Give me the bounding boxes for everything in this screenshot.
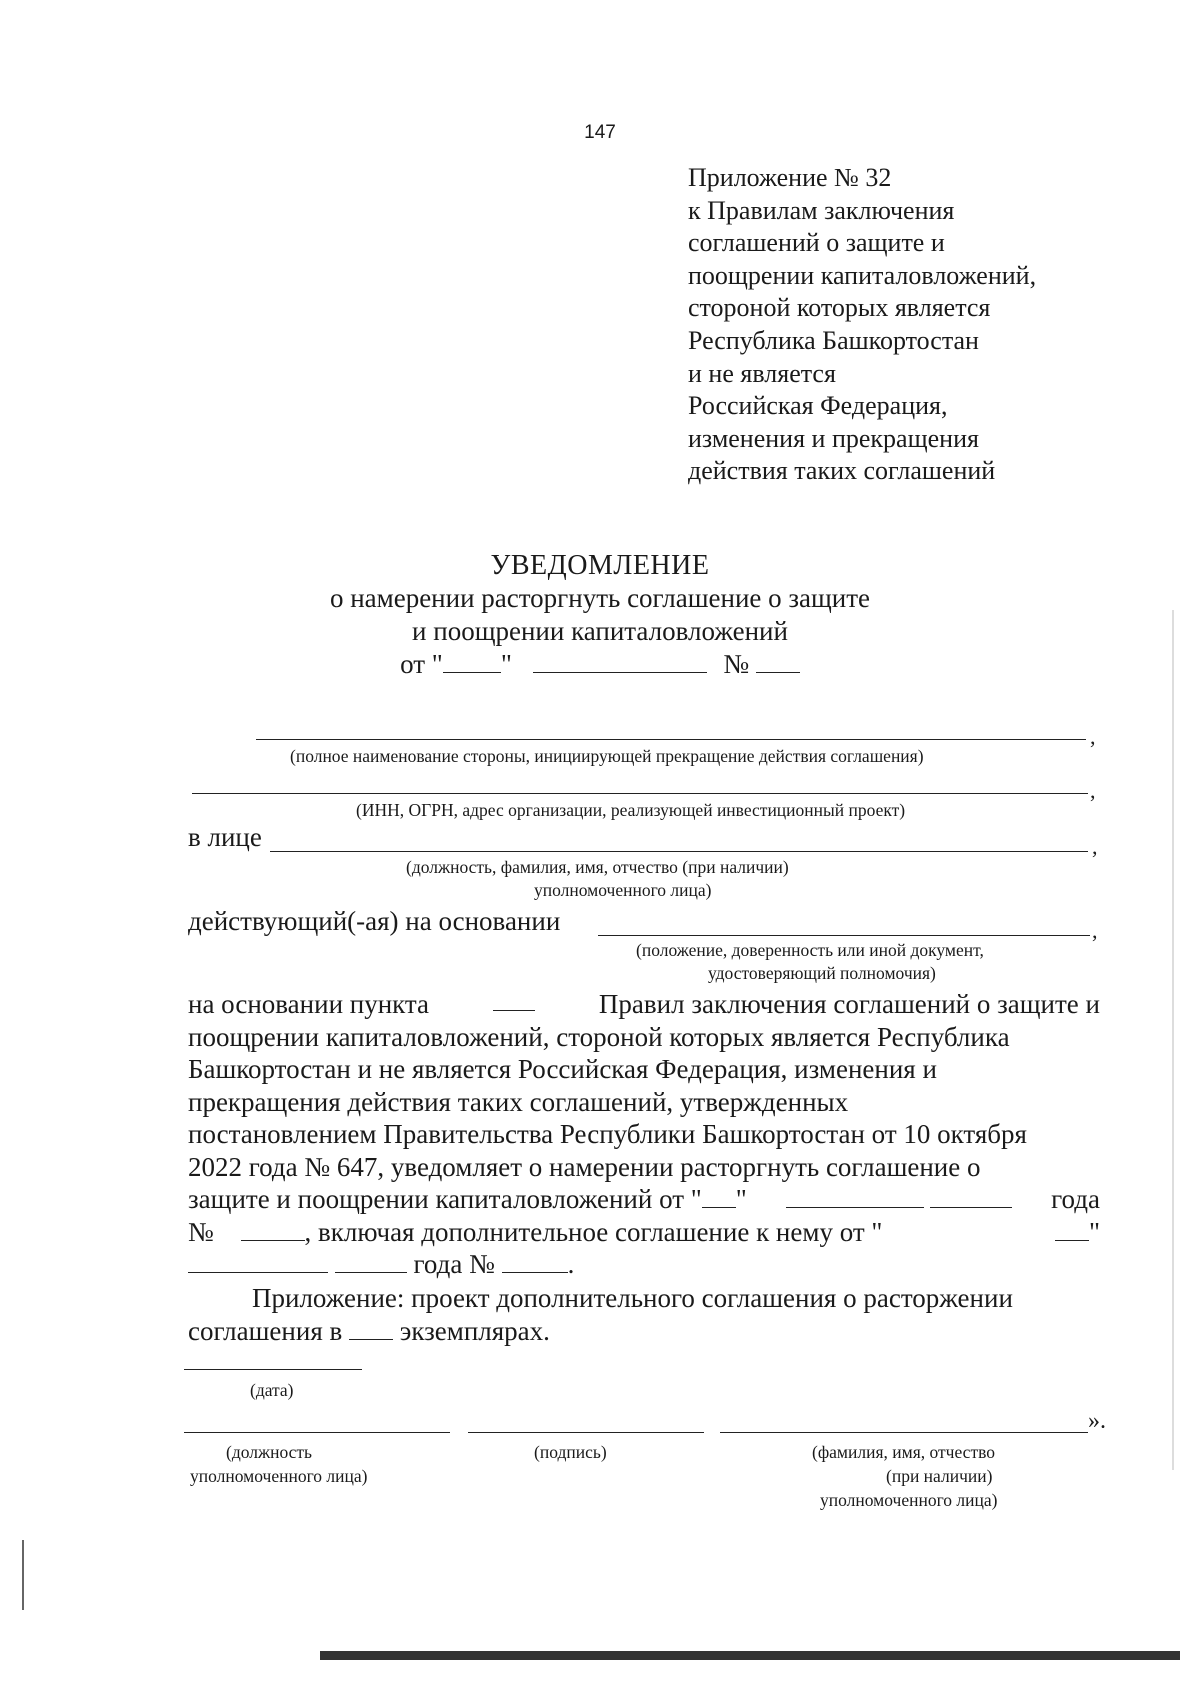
acting-caption: удостоверяющий полномочия)	[708, 963, 936, 983]
position-caption: уполномоченного лица)	[190, 1466, 368, 1486]
year-blank[interactable]	[930, 1185, 1012, 1208]
day-blank[interactable]	[443, 650, 501, 673]
year-blank[interactable]	[335, 1250, 407, 1273]
attachment-paragraph: Приложение: проект дополнительного соглашения о расторжении соглашения в экземплярах.	[188, 1283, 1013, 1346]
in-person-field[interactable]	[270, 851, 1088, 852]
name-caption: (фамилия, имя, отчество	[812, 1442, 995, 1462]
appendix-line: действия таких соглашений	[688, 456, 996, 486]
document-title: УВЕДОМЛЕНИЕ	[490, 550, 710, 581]
full-name-field[interactable]	[720, 1432, 1088, 1433]
comma: ,	[1092, 834, 1098, 859]
month-blank[interactable]	[786, 1185, 924, 1208]
appendix-line: Приложение № 32	[688, 163, 892, 192]
signature-caption: (подпись)	[534, 1442, 607, 1462]
number-blank[interactable]	[756, 650, 800, 673]
appendix-line: и не является	[688, 358, 836, 388]
name-caption: (при наличии)	[886, 1466, 993, 1486]
comma: ,	[1090, 778, 1096, 803]
in-person-caption: (должность, фамилия, имя, отчество (при наличии)	[406, 857, 789, 877]
acting-caption: (положение, доверенность или иной документ,	[636, 940, 984, 960]
main-paragraph: на основании пункта Правил заключения соглашений о защите и поощрении капиталовложений, стороной которых является Республика Башкортостан и не является Российская Федерация, изменения и прекращения действия таких соглашений, утвержденных постановлением Правительства Республики Башкортостан от 10 октября 2022 года № 647, уведомляет о намерении расторгнуть соглашение о защите и поощрении капиталовложений от " " года № , включая дополнительное соглашение к нему от " " года № .	[188, 989, 1100, 1279]
comma: ,	[1090, 724, 1096, 749]
inn-ogrn-address-field[interactable]	[192, 793, 1088, 794]
date-caption: (дата)	[250, 1380, 294, 1400]
date-field[interactable]	[184, 1369, 362, 1370]
appendix-line: Республика Башкортостан	[688, 325, 979, 355]
scan-edge-shadow	[1172, 610, 1174, 1470]
number-blank[interactable]	[502, 1250, 568, 1273]
scan-bottom-edge	[320, 1651, 1180, 1660]
in-person-label: в лице	[188, 822, 262, 852]
agreement-number-blank[interactable]	[241, 1218, 305, 1241]
position-caption: (должность	[226, 1442, 313, 1462]
acting-label: действующий(-ая) на основании	[188, 906, 561, 936]
appendix-line: Российская Федерация,	[688, 391, 948, 421]
party-name-caption: (полное наименование стороны, инициирующей прекращение действия соглашения)	[290, 746, 924, 766]
appendix-line: изменения и прекращения	[688, 423, 979, 453]
clause-blank[interactable]	[493, 988, 535, 1011]
inn-caption: (ИНН, ОГРН, адрес организации, реализующей инвестиционный проект)	[356, 800, 906, 820]
appendix-line: поощрении капиталовложений,	[688, 260, 1037, 290]
signature-field[interactable]	[468, 1432, 704, 1433]
name-caption: уполномоченного лица)	[820, 1490, 998, 1510]
appendix-line: к Правилам заключения	[688, 195, 955, 225]
page-number: 147	[584, 122, 616, 143]
appendix-line: соглашений о защите и	[688, 228, 945, 258]
appendix-line: стороной которых является	[688, 293, 991, 323]
in-person-caption: уполномоченного лица)	[534, 880, 712, 900]
title-subline: и поощрении капиталовложений	[412, 616, 788, 646]
month-blank[interactable]	[188, 1250, 328, 1273]
month-year-blank[interactable]	[533, 650, 707, 673]
party-name-field[interactable]	[256, 739, 1086, 740]
closing-quote: ».	[1088, 1408, 1106, 1434]
appendix-reference	[688, 162, 1036, 488]
day-blank[interactable]	[1055, 1218, 1089, 1241]
copies-blank[interactable]	[349, 1317, 393, 1340]
acting-basis-field[interactable]	[598, 935, 1090, 936]
position-field[interactable]	[184, 1432, 450, 1433]
title-date-number: от " " №	[0, 649, 1200, 680]
scan-edge-mark	[22, 1540, 24, 1610]
title-subline: о намерении расторгнуть соглашение о защите	[329, 583, 871, 613]
comma: ,	[1092, 918, 1098, 943]
day-blank[interactable]	[702, 1185, 736, 1208]
